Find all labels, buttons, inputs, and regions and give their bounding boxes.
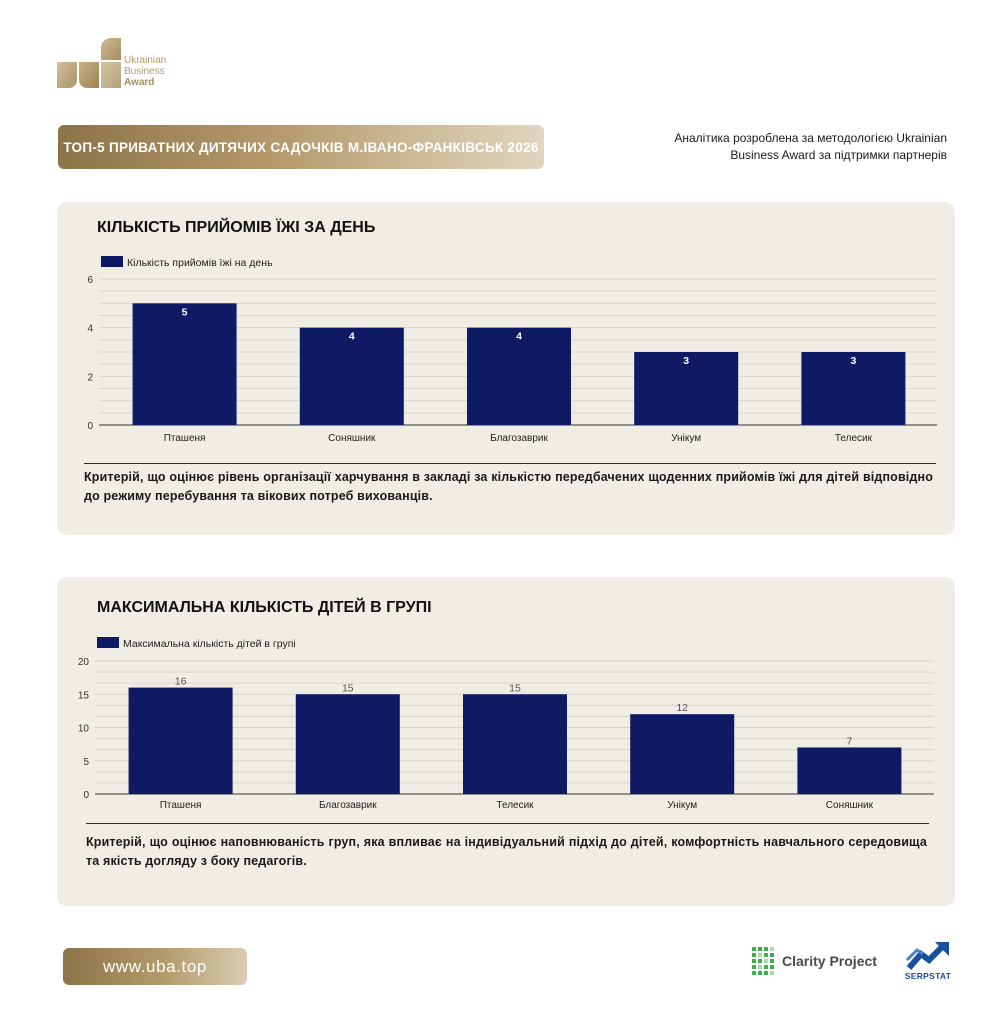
methodology-note: Аналітика розроблена за методологією Ukrainian Business Award за підтримки партнерів [674, 131, 947, 162]
page-title: ТОП-5 ПРИВАТНИХ ДИТЯЧИХ САДОЧКІВ М.ІВАНО-ФРАНКІВСЬК 2026 [58, 125, 544, 169]
serpstat-icon [899, 940, 957, 970]
logo-wordmark [124, 55, 166, 88]
meals-bar-chart [57, 202, 955, 452]
logo-line-1: Ukrainian [124, 55, 167, 66]
data-label: 3 [850, 355, 857, 367]
logo-line-2: Business [124, 66, 165, 77]
legend-swatch [97, 637, 119, 648]
data-label: 3 [683, 355, 690, 367]
bar [797, 747, 901, 794]
x-tick-label: Унікум [671, 433, 702, 444]
x-tick-label: Унікум [667, 800, 698, 811]
partner-clarity-project[interactable] [752, 947, 877, 975]
data-label: 12 [676, 702, 689, 715]
partner-serpstat[interactable] [899, 940, 957, 984]
x-tick-label: Телесик [834, 433, 872, 444]
x-tick-label: Благозаврик [490, 433, 548, 444]
data-label: 15 [341, 682, 354, 695]
data-label: 5 [181, 306, 188, 319]
chart-panel-meals [57, 202, 955, 535]
logo-line-3: Award [124, 77, 155, 88]
criterion-text: Критерій, що оцінює наповнюваність груп, яка впливає на індивідуальний підхід до дітей, комфортність навчального середовища та якість догляду з боку педагогів. [86, 835, 927, 868]
x-tick-label: Благозаврик [318, 800, 377, 811]
x-tick-label: Соняшник [825, 800, 874, 811]
y-tick-label: 0 [83, 790, 89, 801]
y-tick-label: 0 [87, 421, 93, 432]
ukrainian-business-award-logo [57, 36, 187, 92]
bar [296, 694, 400, 794]
bar [630, 714, 734, 794]
website-link[interactable]: www.uba.top [63, 948, 247, 985]
y-tick-label: 6 [87, 275, 93, 286]
data-label: 16 [174, 675, 187, 688]
x-tick-label: Телесик [496, 800, 534, 811]
legend-label: Максимальна кількість дітей в групі [123, 638, 296, 650]
criterion-text: Критерій, що оцінює рівень організації харчування в закладі за кількістю передбачених щоденних прийомів їжі для дітей відповідно до режиму перебування та вікових потреб вихованців. [84, 470, 933, 503]
divider [84, 463, 936, 464]
y-tick-label: 20 [77, 657, 89, 668]
chart-title: МАКСИМАЛЬНА КІЛЬКІСТЬ ДІТЕЙ В ГРУПІ [97, 599, 432, 616]
x-tick-label: Пташеня [163, 433, 206, 444]
divider [86, 823, 929, 824]
chart-title: КІЛЬКІСТЬ ПРИЙОМІВ ЇЖІ ЗА ДЕНЬ [97, 219, 376, 236]
bar [129, 688, 233, 794]
data-label: 15 [509, 682, 521, 695]
partner-name: Clarity Project [782, 953, 877, 969]
y-tick-label: 15 [77, 690, 89, 702]
data-label: 4 [516, 330, 522, 343]
y-tick-label: 5 [83, 756, 89, 768]
y-tick-label: 4 [87, 323, 93, 335]
data-label: 4 [348, 330, 355, 343]
clarity-project-icon [752, 947, 776, 975]
x-tick-label: Пташеня [159, 800, 202, 811]
chart-panel-group-size [57, 577, 955, 906]
y-tick-label: 2 [87, 372, 93, 384]
data-label: 7 [846, 735, 853, 748]
x-tick-label: Соняшник [328, 433, 376, 444]
legend-swatch [101, 256, 123, 267]
bar [133, 303, 237, 425]
legend-label: Кількість прийомів їжі на день [127, 257, 273, 269]
group-size-bar-chart [57, 577, 955, 822]
bar [463, 694, 567, 794]
partner-name: SERPSTAT [904, 971, 952, 981]
y-tick-label: 10 [77, 723, 89, 735]
